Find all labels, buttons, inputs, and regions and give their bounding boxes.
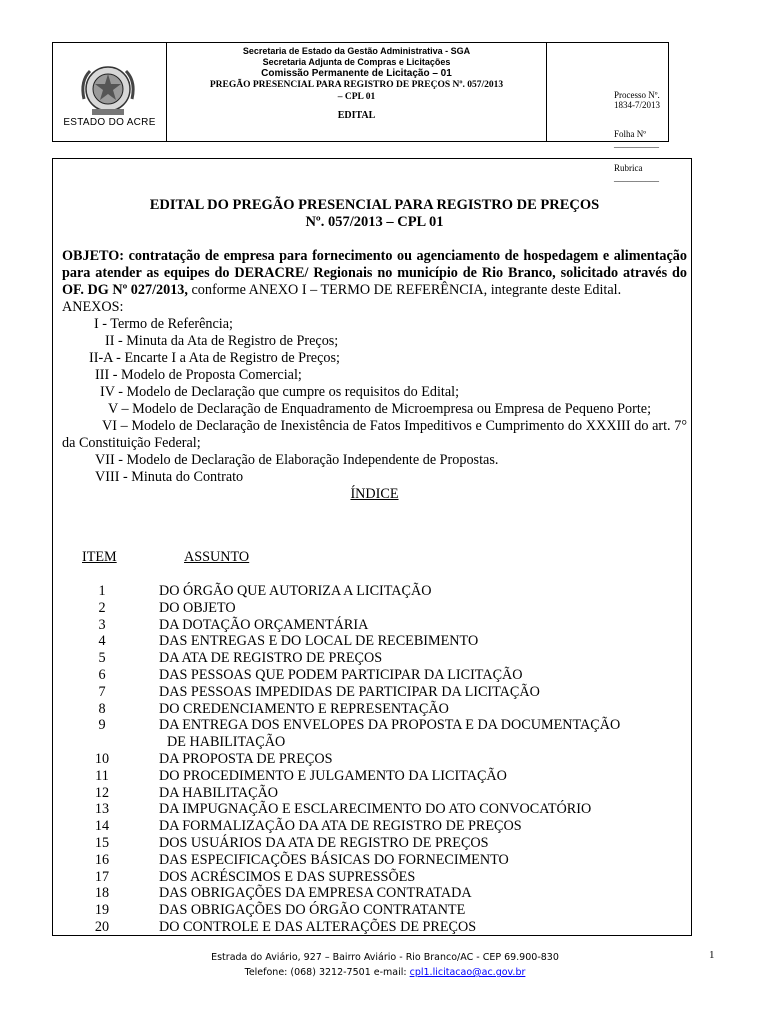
header-edital: EDITAL (337, 110, 376, 121)
indice-rows (62, 583, 687, 936)
item-subject: DE HABILITAÇÃO (167, 734, 286, 751)
footer-address: Estrada do Aviário, 927 – Bairro Aviário - Rio Branco/AC - CEP 69.900-830 (211, 952, 559, 963)
item-number: 4 (98, 633, 106, 650)
header-line-2: Secretaria Adjunta de Compras e Licitações (262, 57, 451, 67)
objeto-paragraph (62, 248, 687, 299)
footer-phone: Telefone: (068) 3212-7501 e-mail: (244, 967, 407, 978)
anexo-item: III - Modelo de Proposta Comercial; (95, 367, 302, 383)
item-number: 9 (98, 717, 106, 734)
column-item: ITEM (82, 549, 117, 565)
indice-row (62, 785, 687, 802)
objeto-rest: conforme ANEXO I – TERMO DE REFERÊNCIA, integrante deste Edital. (187, 282, 622, 298)
item-subject: DA IMPUGNAÇÃO E ESCLARECIMENTO DO ATO CONVOCATÓRIO (159, 801, 592, 818)
indice-row (62, 768, 687, 785)
anexos-label: ANEXOS: (62, 299, 124, 315)
item-number: 10 (94, 750, 110, 767)
item-number: 16 (94, 851, 110, 868)
indice-row (62, 684, 687, 701)
indice-row (62, 852, 687, 869)
indice-row (62, 902, 687, 919)
anexo-item: IV - Modelo de Declaração que cumpre os requisitos do Edital; (100, 384, 460, 400)
anexo-item: I - Termo de Referência; (94, 316, 233, 332)
item-number: 11 (95, 767, 109, 784)
folha-field: Folha Nº __________ (614, 129, 659, 149)
edital-body (62, 197, 687, 503)
item-number: 19 (94, 902, 110, 919)
anexo-item: VI – Modelo de Declaração de Inexistência de Fatos Impeditivos e Cumprimento do XXXIII do art. 7° da Constituição Federal; (62, 418, 687, 451)
item-number: 8 (98, 700, 106, 717)
header-line-5: – CPL 01 (337, 92, 376, 102)
edital-title-1: EDITAL DO PREGÃO PRESENCIAL PARA REGISTRO DE PREÇOS (149, 197, 600, 213)
indice-row (62, 835, 687, 852)
item-number: 12 (94, 784, 110, 801)
indice-row (62, 734, 687, 751)
page-footer (160, 950, 610, 980)
anexo-item: VIII - Minuta do Contrato (95, 469, 244, 485)
header-process-cell (547, 43, 668, 183)
item-number: 7 (98, 683, 106, 700)
process-number: Processo Nº. 1834-7/2013 (614, 90, 660, 110)
footer-contact (160, 965, 610, 980)
logo-cell (53, 43, 167, 141)
page-number: 1 (709, 949, 715, 961)
item-subject: DAS ENTREGAS E DO LOCAL DE RECEBIMENTO (159, 633, 479, 650)
item-subject: DO PROCEDIMENTO E JULGAMENTO DA LICITAÇÃO (159, 767, 507, 784)
item-number: 3 (98, 616, 106, 633)
indice-row (62, 869, 687, 886)
indice-row (62, 600, 687, 617)
indice-row (62, 701, 687, 718)
anexo-item: V – Modelo de Declaração de Enquadramento de Microempresa ou Empresa de Pequeno Porte; (108, 401, 652, 417)
item-number: 5 (98, 650, 106, 667)
anexo-item: VII - Modelo de Declaração de Elaboração Independente de Propostas. (95, 452, 499, 468)
header-line-3: Comissão Permanente de Licitação – 01 (261, 68, 452, 79)
item-subject: DOS USUÁRIOS DA ATA DE REGISTRO DE PREÇOS (159, 834, 489, 851)
item-number: 14 (94, 818, 110, 835)
indice-row (62, 885, 687, 902)
item-subject: DA HABILITAÇÃO (159, 784, 279, 801)
item-number: 17 (94, 868, 110, 885)
indice-row (62, 617, 687, 634)
item-number: 15 (94, 834, 110, 851)
item-subject: DO CONTROLE E DAS ALTERAÇÕES DE PREÇOS (159, 918, 477, 935)
indice-header-row (62, 549, 687, 583)
indice-row (62, 583, 687, 600)
indice-row (62, 717, 687, 734)
item-subject: DOS ACRÉSCIMOS E DAS SUPRESSÕES (159, 868, 416, 885)
item-number: 2 (98, 599, 106, 616)
item-subject: DO OBJETO (159, 599, 236, 616)
indice-row (62, 919, 687, 936)
item-subject: DA PROPOSTA DE PREÇOS (159, 750, 333, 767)
indice-row (62, 633, 687, 650)
header-title-cell (167, 43, 547, 141)
item-subject: DAS PESSOAS QUE PODEM PARTICIPAR DA LICITAÇÃO (159, 666, 523, 683)
item-subject: DAS OBRIGAÇÕES DO ÓRGÃO CONTRATANTE (159, 902, 466, 919)
objeto-bold: OBJETO: contratação de empresa para fornecimento ou agenciamento de hospedagem e alimentação para atender as equipes do DERACRE/ Regionais no município de Rio Branco, solicitado através do OF. DG Nº 027/2013, (62, 248, 687, 298)
indice-row (62, 751, 687, 768)
item-number: 13 (94, 801, 110, 818)
item-number: 1 (98, 583, 106, 599)
indice-row (62, 818, 687, 835)
item-subject: DO CREDENCIAMENTO E REPRESENTAÇÃO (159, 700, 449, 717)
email-link[interactable]: cpl1.licitacao@ac.gov.br (409, 967, 526, 978)
indice-heading: ÍNDICE (350, 486, 399, 502)
state-label: ESTADO DO ACRE (63, 117, 156, 128)
item-number: 18 (94, 885, 110, 902)
item-number: 20 (94, 918, 110, 935)
item-subject: DA FORMALIZAÇÃO DA ATA DE REGISTRO DE PREÇOS (159, 818, 522, 835)
header-line-4: PREGÃO PRESENCIAL PARA REGISTRO DE PREÇOS Nº. 057/2013 (209, 80, 504, 90)
item-subject: DAS ESPECIFICAÇÕES BÁSICAS DO FORNECIMENTO (159, 851, 509, 868)
column-assunto: ASSUNTO (184, 549, 250, 565)
item-subject: DAS OBRIGAÇÕES DA EMPRESA CONTRATADA (159, 885, 472, 902)
indice-row (62, 801, 687, 818)
indice-row (62, 650, 687, 667)
indice-row (62, 667, 687, 684)
header-line-1: Secretaria de Estado da Gestão Administrativa - SGA (242, 46, 471, 56)
item-subject: DA ATA DE REGISTRO DE PREÇOS (159, 650, 383, 667)
edital-title-2: Nº. 057/2013 – CPL 01 (305, 214, 444, 230)
item-number: 6 (98, 666, 106, 683)
anexo-item: II - Minuta da Ata de Registro de Preços; (105, 333, 339, 349)
rubrica-field: Rubrica __________ (614, 163, 659, 183)
item-subject: DO ÓRGÃO QUE AUTORIZA A LICITAÇÃO (159, 583, 432, 599)
document-header (52, 42, 669, 183)
anexo-item: II-A - Encarte I a Ata de Registro de Preços; (89, 350, 340, 366)
item-subject: DA ENTREGA DOS ENVELOPES DA PROPOSTA E DA DOCUMENTAÇÃO (159, 717, 621, 734)
item-subject: DA DOTAÇÃO ORÇAMENTÁRIA (159, 616, 369, 633)
item-subject: DAS PESSOAS IMPEDIDAS DE PARTICIPAR DA LICITAÇÃO (159, 683, 540, 700)
indice-table (62, 549, 687, 936)
